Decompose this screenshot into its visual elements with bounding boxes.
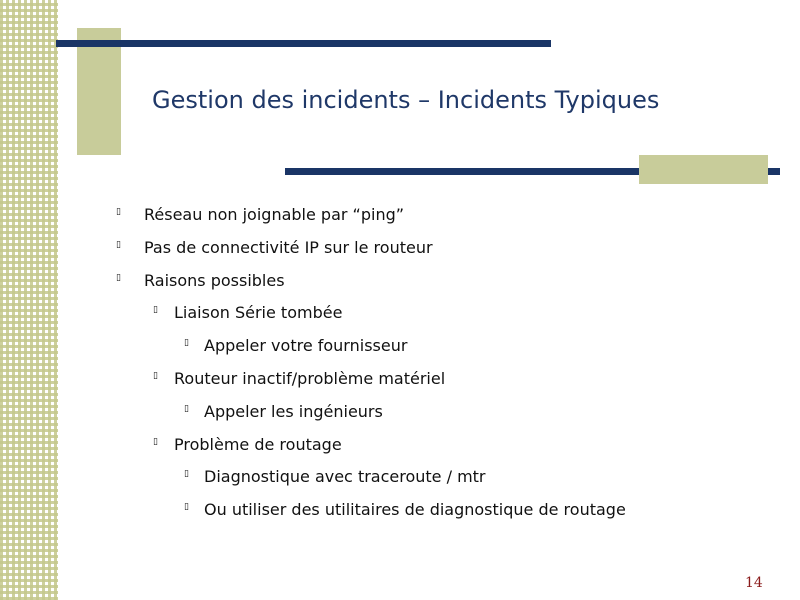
bullet-text: Problème de routage [174, 434, 342, 454]
slide-title: Gestion des incidents – Incidents Typiques [152, 86, 660, 114]
bullet-text: Appeler les ingénieurs [204, 401, 383, 421]
page-number: 14 [745, 575, 763, 591]
bullet-marker-icon: ▯ [184, 502, 189, 513]
bullet-marker-icon: ▯ [184, 338, 189, 349]
decorative-olive-block-top [77, 28, 121, 155]
bullet-text: Routeur inactif/problème matériel [174, 369, 446, 388]
bullet-marker-icon: ▯ [116, 272, 121, 283]
bullet-text: Pas de connectivité IP sur le routeur [144, 237, 433, 257]
bullet-text: Raisons possibles [144, 270, 285, 290]
bullet-marker-icon: ▯ [116, 207, 121, 217]
bullet-marker-icon: ▯ [116, 239, 121, 250]
bullet-text: Appeler votre fournisseur [204, 336, 408, 356]
bullet-text: Diagnostique avec traceroute / mtr [204, 467, 486, 487]
bullet-text: Liaison Série tombée [174, 303, 343, 323]
bullet-text: Réseau non joignable par “ping” [144, 205, 405, 224]
bullet-marker-icon: ▯ [184, 403, 189, 414]
decorative-checkered-strip [0, 0, 58, 600]
decorative-olive-block-right [639, 155, 768, 184]
bullet-marker-icon: ▯ [184, 469, 189, 480]
bullet-marker-icon: ▯ [153, 436, 158, 447]
decorative-navy-bar-top [56, 40, 551, 47]
bullet-marker-icon: ▯ [153, 371, 158, 381]
bullet-marker-icon: ▯ [153, 305, 158, 316]
bullet-text: Ou utiliser des utilitaires de diagnostique de routage [204, 500, 626, 520]
